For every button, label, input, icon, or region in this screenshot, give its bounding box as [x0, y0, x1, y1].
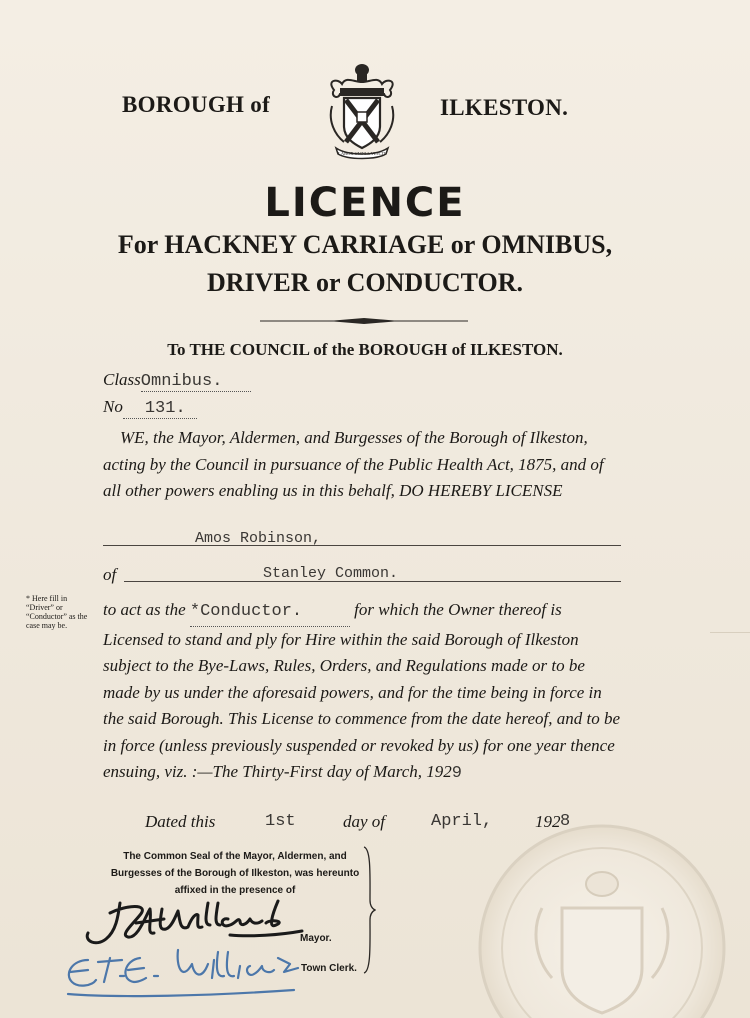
town-clerk-label: Town Clerk. — [301, 963, 357, 974]
embossed-seal — [472, 818, 732, 1018]
class-line — [103, 370, 251, 392]
brace — [362, 845, 376, 975]
dated-day: 1st — [265, 812, 296, 831]
dated-year-prefix: 192 — [535, 812, 561, 831]
role-value: *Conductor. — [190, 599, 350, 627]
margin-note: * Here fill in “Driver” or “Conductor” as the case may be. — [26, 594, 88, 630]
number-line — [103, 397, 197, 419]
crest-motto: LABOR OMNIA VINCIT — [338, 151, 386, 156]
dated-label: Dated this — [145, 812, 216, 831]
name-rule — [103, 545, 621, 546]
town-clerk-signature — [58, 942, 308, 1004]
of-label: of — [103, 565, 117, 584]
common-seal-statement: The Common Seal of the Mayor, Aldermen, and Burgesses of the Borough of Ilkeston, was hereunto affixed in the presence of — [110, 851, 360, 896]
fold-crease — [710, 632, 750, 633]
licensee-address: Stanley Common. — [263, 565, 399, 582]
licence-paragraph-2 — [103, 597, 623, 788]
number-label: No — [103, 397, 123, 416]
expiry-year-digit: 9 — [451, 764, 462, 783]
ornamental-rule — [258, 317, 470, 325]
addressee: To THE COUNCIL of the BOROUGH of ILKESTON. — [167, 340, 563, 359]
dated-day-of: day of — [343, 812, 386, 831]
header-town: ILKESTON. — [440, 95, 569, 120]
licence-paragraph-1: WE, the Mayor, Aldermen, and Burgesses of the Borough of Ilkeston, acting by the Council in pursuance of the Public Health Act, 1875, and of all other powers enabling us in this behalf, DO HEREBY LICENSE — [103, 428, 604, 500]
header-borough: BOROUGH of — [122, 92, 271, 117]
licensee-name: Amos Robinson, — [195, 530, 322, 547]
borough-crest-icon — [324, 60, 400, 160]
dated-year-digit: 8 — [560, 812, 571, 831]
dated-month: April, — [431, 812, 493, 831]
number-value: 131. — [123, 399, 197, 419]
paragraph-2-text: for which the Owner thereof is Licensed to stand and ply for Hire within the said Borough of Ilkeston subject to the Bye-Laws, Rules, Orders, and Regulations made or to be made by us under the aforesaid powers, and for the time being in force in the said Borough. This License to commence from the date hereof, and to be in force (unless previously suspended or revoked by us) for one year thence ensuing, viz. :—The Thirty-First day of March, 192 — [103, 600, 620, 781]
document-title: LICENCE — [264, 180, 466, 226]
class-value: Omnibus. — [141, 372, 251, 392]
to-act-as: to act as the — [103, 600, 186, 619]
subtitle-line-2: DRIVER or CONDUCTOR. — [206, 268, 524, 297]
class-label: Class — [103, 370, 141, 389]
subtitle-line-1: For HACKNEY CARRIAGE or OMNIBUS, — [117, 230, 613, 259]
mayor-label: Mayor. — [300, 933, 332, 944]
